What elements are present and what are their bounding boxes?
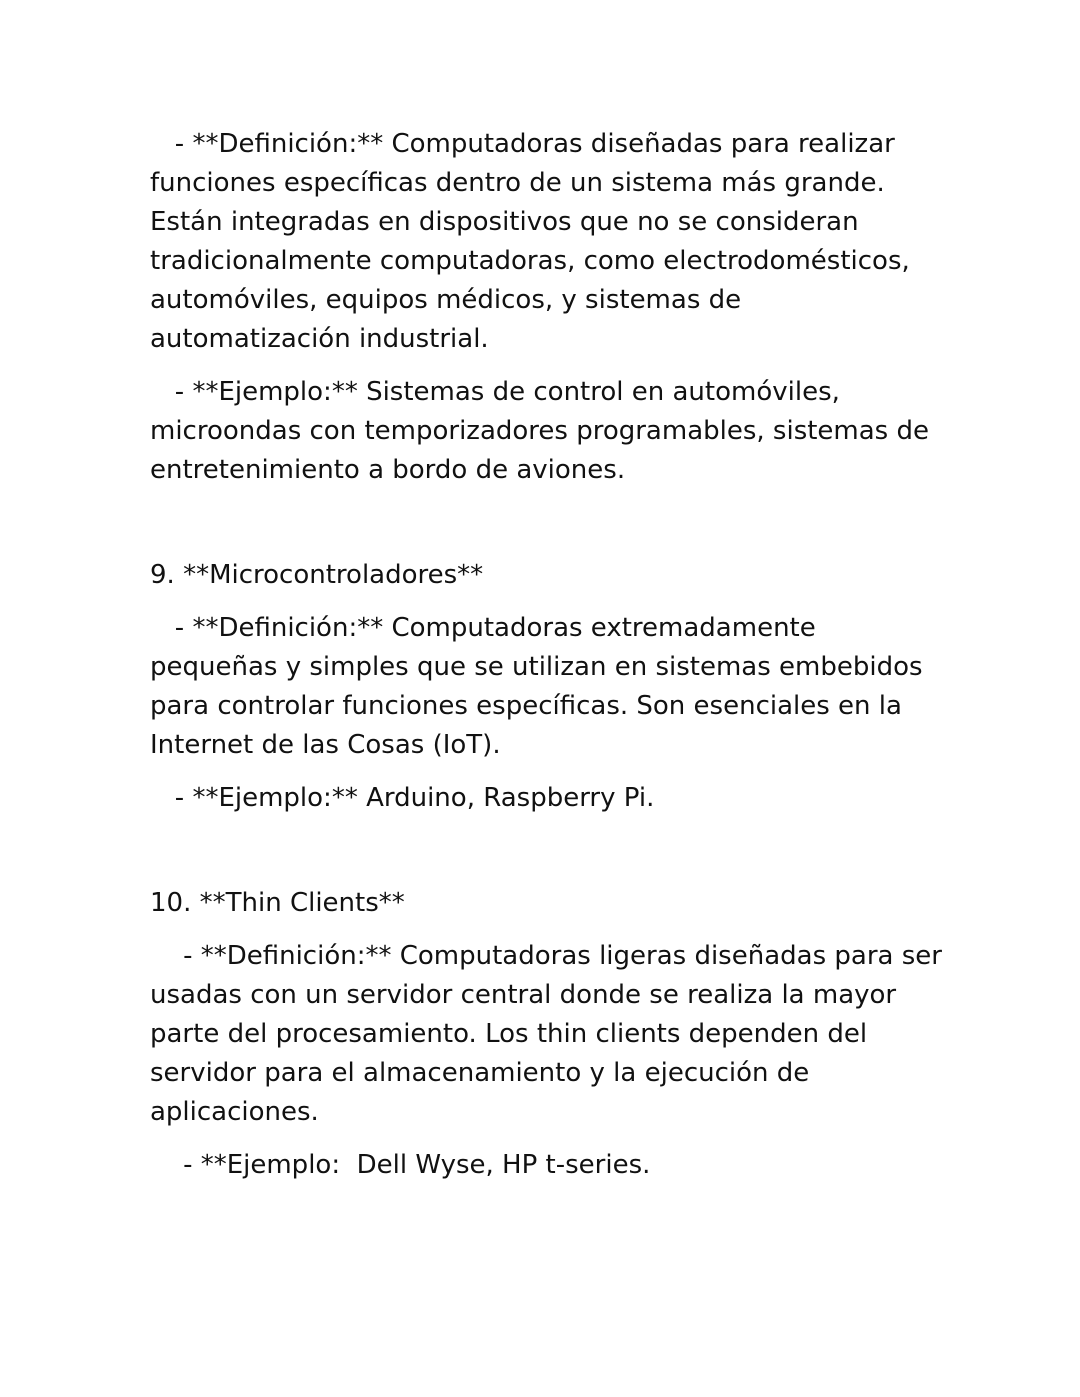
thin-clients-heading: 10. **Thin Clients** xyxy=(150,888,405,918)
microcontroladores-heading: 9. **Microcontroladores** xyxy=(150,560,484,590)
thin-clients-example-paragraph: - **Ejemplo: Dell Wyse, HP t-series. xyxy=(150,1150,651,1180)
microcontroladores-definition-paragraph: - **Definición:** Computadoras extremadamente pequeñas y simples que se utilizan en sistemas embebidos para controlar funciones específicas. Son esenciales en la Internet de las Cosas (IoT). xyxy=(150,613,931,760)
microcontroladores-example-paragraph: - **Ejemplo:** Arduino, Raspberry Pi. xyxy=(150,783,655,813)
embedded-example-paragraph: - **Ejemplo:** Sistemas de control en automóviles, microondas con temporizadores programables, sistemas de entretenimiento a bordo de aviones. xyxy=(150,377,938,485)
thin-clients-definition-paragraph: - **Definición:** Computadoras ligeras diseñadas para ser usadas con un servidor central donde se realiza la mayor parte del procesamiento. Los thin clients dependen del servidor para el almacenamiento y la ejecución de aplicaciones. xyxy=(150,941,951,1127)
embedded-definition-paragraph: - **Definición:** Computadoras diseñadas para realizar funciones específicas dentro de un sistema más grande. Están integradas en dispositivos que no se consideran tradicionalmente computadoras, como electrodomésticos, automóviles, equipos médicos, y sistemas de automatización industrial. xyxy=(150,129,919,354)
